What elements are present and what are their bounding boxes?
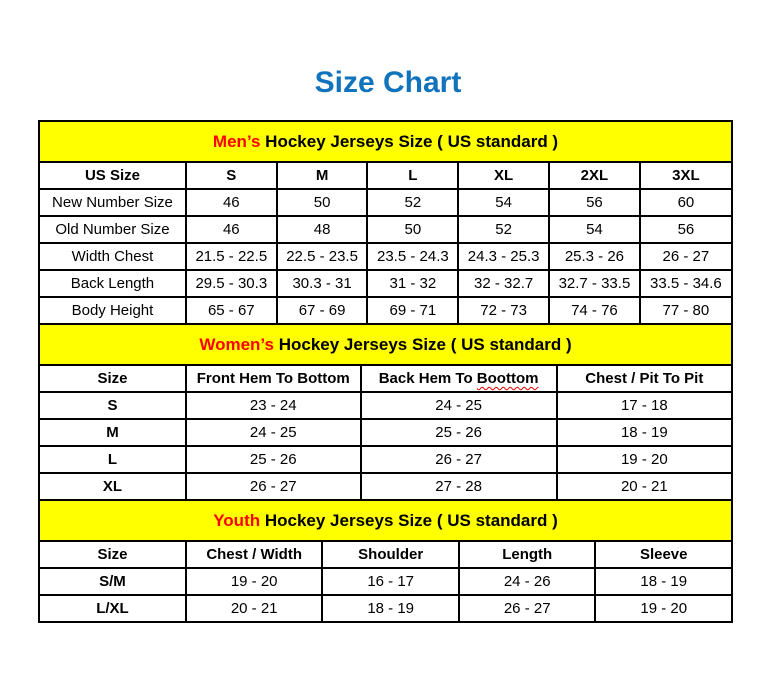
table-cell: 56	[640, 216, 732, 243]
column-header-row	[39, 365, 732, 392]
section-title-youth	[39, 500, 732, 541]
table-cell: 54	[549, 216, 640, 243]
table-cell: 72 - 73	[458, 297, 549, 324]
table-cell: 67 - 69	[277, 297, 368, 324]
table-cell: 27 - 28	[361, 473, 557, 500]
table-cell: 54	[458, 189, 549, 216]
table-cell: 77 - 80	[640, 297, 732, 324]
table-cell: 74 - 76	[549, 297, 640, 324]
row-label: Width Chest	[39, 243, 186, 270]
column-header: Shoulder	[322, 541, 459, 568]
column-header: Front Hem To Bottom	[186, 365, 361, 392]
row-label: Body Height	[39, 297, 186, 324]
table-cell: 69 - 71	[367, 297, 458, 324]
table-cell: 26 - 27	[459, 595, 596, 622]
table-womens	[38, 323, 733, 501]
section-title-womens	[39, 324, 732, 365]
table-cell: 23 - 24	[186, 392, 361, 419]
column-header: Size	[39, 541, 186, 568]
section-title-text: Hockey Jerseys Size ( US standard )	[273, 334, 572, 354]
column-header: M	[277, 162, 368, 189]
column-header: Back Hem To Boottom	[361, 365, 557, 392]
section-title-accent: Men’s	[212, 131, 261, 151]
section-title-text: Hockey Jerseys Size ( US standard )	[260, 510, 558, 530]
table-cell: 19 - 20	[595, 595, 732, 622]
table-row	[39, 216, 732, 243]
column-header: Chest / Pit To Pit	[557, 365, 732, 392]
row-label: L/XL	[39, 595, 186, 622]
table-row	[39, 243, 732, 270]
table-cell: 50	[277, 189, 368, 216]
row-label: L	[39, 446, 186, 473]
table-row	[39, 392, 732, 419]
column-header: 2XL	[549, 162, 640, 189]
misspelled-word: Boottom	[476, 370, 539, 387]
table-cell: 22.5 - 23.5	[277, 243, 368, 270]
column-header: Sleeve	[595, 541, 732, 568]
table-row	[39, 446, 732, 473]
table-cell: 26 - 27	[186, 473, 361, 500]
table-row	[39, 297, 732, 324]
table-cell: 25 - 26	[361, 419, 557, 446]
size-tables	[38, 120, 733, 623]
table-cell: 32.7 - 33.5	[549, 270, 640, 297]
column-header: 3XL	[640, 162, 732, 189]
table-cell: 18 - 19	[595, 568, 732, 595]
table-cell: 48	[277, 216, 368, 243]
table-cell: 31 - 32	[367, 270, 458, 297]
table-cell: 50	[367, 216, 458, 243]
row-label: Old Number Size	[39, 216, 186, 243]
table-cell: 24 - 25	[186, 419, 361, 446]
table-cell: 24.3 - 25.3	[458, 243, 549, 270]
table-cell: 46	[186, 189, 277, 216]
table-cell: 20 - 21	[186, 595, 323, 622]
table-cell: 20 - 21	[557, 473, 732, 500]
column-header: US Size	[39, 162, 186, 189]
table-cell: 24 - 26	[459, 568, 596, 595]
table-cell: 23.5 - 24.3	[367, 243, 458, 270]
section-title-accent: Women’s	[199, 334, 274, 354]
column-header-row	[39, 541, 732, 568]
table-cell: 52	[367, 189, 458, 216]
column-header: L	[367, 162, 458, 189]
table-cell: 46	[186, 216, 277, 243]
row-label: Back Length	[39, 270, 186, 297]
column-header: XL	[458, 162, 549, 189]
table-cell: 25 - 26	[186, 446, 361, 473]
table-cell: 56	[549, 189, 640, 216]
table-youth	[38, 499, 733, 623]
table-cell: 33.5 - 34.6	[640, 270, 732, 297]
table-cell: 60	[640, 189, 732, 216]
row-label: XL	[39, 473, 186, 500]
section-title-accent: Youth	[213, 510, 261, 530]
row-label: S	[39, 392, 186, 419]
column-header-row	[39, 162, 732, 189]
table-cell: 19 - 20	[186, 568, 323, 595]
row-label: M	[39, 419, 186, 446]
table-cell: 52	[458, 216, 549, 243]
table-mens	[38, 120, 733, 325]
table-cell: 19 - 20	[557, 446, 732, 473]
table-cell: 18 - 19	[322, 595, 459, 622]
row-label: S/M	[39, 568, 186, 595]
table-cell: 26 - 27	[361, 446, 557, 473]
table-cell: 30.3 - 31	[277, 270, 368, 297]
table-row	[39, 473, 732, 500]
column-header: Chest / Width	[186, 541, 323, 568]
table-row	[39, 595, 732, 622]
table-cell: 26 - 27	[640, 243, 732, 270]
section-title-text: Hockey Jerseys Size ( US standard )	[260, 131, 559, 151]
table-cell: 18 - 19	[557, 419, 732, 446]
section-title-mens	[39, 121, 732, 162]
row-label: New Number Size	[39, 189, 186, 216]
page-title: Size Chart	[314, 66, 462, 99]
table-row	[39, 419, 732, 446]
table-row	[39, 270, 732, 297]
table-cell: 24 - 25	[361, 392, 557, 419]
column-header: Size	[39, 365, 186, 392]
table-cell: 25.3 - 26	[549, 243, 640, 270]
table-cell: 21.5 - 22.5	[186, 243, 277, 270]
column-header: S	[186, 162, 277, 189]
table-cell: 17 - 18	[557, 392, 732, 419]
table-cell: 65 - 67	[186, 297, 277, 324]
table-cell: 32 - 32.7	[458, 270, 549, 297]
column-header: Length	[459, 541, 596, 568]
table-cell: 29.5 - 30.3	[186, 270, 277, 297]
table-row	[39, 568, 732, 595]
table-cell: 16 - 17	[322, 568, 459, 595]
table-row	[39, 189, 732, 216]
